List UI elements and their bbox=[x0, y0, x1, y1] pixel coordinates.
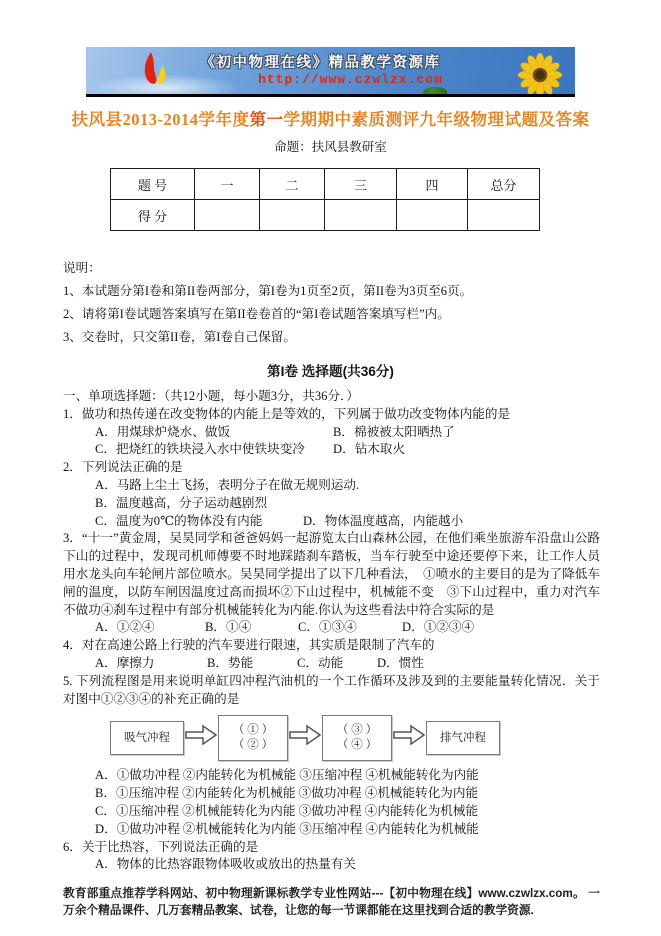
question-2-options-row bbox=[63, 513, 600, 531]
score-table-header-cell: 一 bbox=[195, 169, 260, 200]
flow-arrow-icon bbox=[289, 723, 321, 753]
option-a: A．物体的比热容跟物体吸收或放出的热量有关 bbox=[95, 857, 356, 872]
question-4-text: 4．对在高速公路上行驶的汽车要进行限速，其实质是限制了汽车的 bbox=[63, 638, 435, 653]
page-title bbox=[0, 106, 661, 130]
instruction-item: 1、本试题分第I卷和第II卷两部分，第I卷为1页至2页，第II卷为3页至6页。 bbox=[63, 284, 473, 298]
question-5-options-row bbox=[63, 821, 600, 839]
option-a: A．①②④ bbox=[95, 620, 155, 635]
option-c: C．温度为0℃的物体没有内能 bbox=[95, 513, 263, 528]
score-table-header-cell: 总分 bbox=[468, 169, 540, 200]
flow-blank-line: （ ② ） bbox=[232, 738, 274, 751]
option-d: D．惯性 bbox=[377, 655, 424, 670]
engine-flowchart bbox=[110, 715, 600, 761]
score-blank-cell bbox=[325, 200, 397, 231]
score-row-label: 得 分 bbox=[111, 200, 195, 231]
option-c: C．动能 bbox=[297, 655, 344, 670]
option-b: B．①④ bbox=[205, 620, 252, 635]
option-c: C．①压缩冲程 ②机械能转化为内能 ③做功冲程 ④内能转化为机械能 bbox=[95, 803, 479, 818]
score-blank-cell bbox=[195, 200, 260, 231]
flow-arrow-icon bbox=[393, 723, 425, 753]
question-6-text: 6．关于比热容，下列说法正确的是 bbox=[63, 839, 259, 854]
plant-icon bbox=[423, 87, 447, 97]
author-line: 命题：扶风县教研室 bbox=[274, 140, 387, 154]
question-5-text: 5. 下列流程图是用来说明单缸四冲程汽油机的一个工作循环及涉及到的主要能量转化情况．关于对图中①②③④的补充正确的是 bbox=[63, 673, 600, 706]
score-table-header-cell: 四 bbox=[397, 169, 468, 200]
page-title-prefix: 扶风县2013-2014学年度 bbox=[71, 110, 250, 129]
question-4-options-row bbox=[63, 655, 600, 673]
page-footer: 教育部重点推荐学科网站、初中物理新课标教学专业性网站---【初中物理在线】www.czwlzx.com。 一万余个精品课件、几万套精品教案、试卷，让您的每一节课都能在这里找到合适的教学资源. bbox=[63, 887, 600, 917]
option-a: A．①做功冲程 ②内能转化为机械能 ③压缩冲程 ④机械能转化为内能 bbox=[95, 768, 479, 783]
question-1-options-row bbox=[63, 441, 600, 459]
site-title: 《初中物理在线》精品教学资源库 bbox=[200, 55, 441, 71]
flow-arrow-icon bbox=[185, 723, 217, 753]
option-c: C．把烧红的铁块浸入水中使铁块变冷 bbox=[95, 442, 305, 457]
option-b: B．①压缩冲程 ②内能转化为机械能 ③做功冲程 ④机械能转化为内能 bbox=[95, 786, 479, 801]
option-b: B．棉被被太阳晒热了 bbox=[333, 424, 455, 439]
option-b: B．势能 bbox=[207, 655, 254, 670]
score-blank-cell bbox=[397, 200, 468, 231]
question-5-options-row bbox=[63, 785, 600, 803]
score-table bbox=[110, 168, 540, 231]
question-3-options-row bbox=[63, 619, 600, 637]
flow-blank-line: （ ③ ） bbox=[336, 724, 378, 737]
page-title-highlight: 第一 bbox=[249, 110, 284, 129]
instruction-item: 3、交卷时，只交第II卷，第I卷自己保留。 bbox=[63, 330, 296, 344]
score-table-header-row bbox=[111, 169, 540, 200]
site-banner bbox=[86, 47, 575, 97]
section-title: 第I卷 选择题(共36分) bbox=[267, 364, 394, 379]
score-table-header-cell: 题 号 bbox=[111, 169, 195, 200]
instructions-heading: 说明： bbox=[63, 261, 101, 275]
question-2-text: 2．下列说法正确的是 bbox=[63, 460, 183, 475]
page-title-suffix: 学期期中素质测评九年级物理试题及答案 bbox=[283, 110, 590, 129]
question-1-options-row bbox=[63, 424, 600, 442]
score-table-header-cell: 三 bbox=[325, 169, 397, 200]
site-url: http://www.czwlzx.com bbox=[258, 72, 443, 87]
option-d: D．钻木取火 bbox=[333, 442, 406, 457]
question-5-options-row bbox=[63, 767, 600, 785]
question-6-options-row bbox=[63, 856, 600, 874]
score-blank-cell bbox=[468, 200, 540, 231]
instruction-item: 2、请将第I卷试题答案填写在第II卷卷首的“第I卷试题答案填写栏”内。 bbox=[63, 307, 450, 321]
option-a: A．马路上尘土飞扬，表明分子在做无规则运动. bbox=[95, 477, 360, 492]
question-2-options-row bbox=[63, 495, 600, 513]
flow-box-blank-2 bbox=[322, 715, 392, 761]
question-3-text: 3．“十一”黄金周，吴昊同学和爸爸妈妈一起游览太白山森林公园，在他们乘坐旅游车沿盘山公路下山的过程中，发现司机师傅要不时地踩踏刹车踏板，当车行驶至中途还要停下来，让工作人员用水龙头向车轮闸片部位喷水。吴昊同学提出了以下几种看法， ①喷水的主要目的是为了降低车闸的温度，以防车闸因温度过高而损坏②下山过程中，机械能不变 ③下山过程中，重力对汽车不做功④刹车过程中有部分机械能转化为内能.你认为这些看法中符合实际的是 bbox=[63, 531, 600, 617]
score-table-score-row bbox=[111, 200, 540, 231]
option-d: D．物体温度越高，内能越小 bbox=[303, 513, 464, 528]
option-c: C．①③④ bbox=[298, 620, 357, 635]
instructions bbox=[63, 257, 600, 349]
question-intro: 一、单项选择题：（共12小题，每小题3分，共36分．） bbox=[63, 389, 359, 403]
flow-blank-line: （ ① ） bbox=[232, 724, 274, 737]
question-2-options-row bbox=[63, 477, 600, 495]
flow-box-intake: 吸气冲程 bbox=[110, 721, 184, 755]
score-table-header-cell: 二 bbox=[260, 169, 325, 200]
flow-blank-line: （ ④ ） bbox=[336, 738, 378, 751]
option-a: A．用煤球炉烧水、做饭 bbox=[95, 424, 231, 439]
sunflower-icon bbox=[517, 52, 563, 97]
question-1-text: 1．做功和热传递在改变物体的内能上是等效的，下列属于做功改变物体内能的是 bbox=[63, 406, 511, 421]
flow-box-exhaust: 排气冲程 bbox=[426, 721, 500, 755]
flow-box-blank-1 bbox=[218, 715, 288, 761]
score-blank-cell bbox=[260, 200, 325, 231]
question-5-options-row bbox=[63, 803, 600, 821]
option-b: B．温度越高，分子运动越剧烈 bbox=[95, 495, 268, 510]
question-list bbox=[63, 388, 600, 874]
option-d: D．①②③④ bbox=[402, 620, 475, 635]
option-d: D．①做功冲程 ②机械能转化为内能 ③压缩冲程 ④内能转化为机械能 bbox=[95, 821, 479, 836]
option-a: A．摩擦力 bbox=[95, 655, 155, 670]
